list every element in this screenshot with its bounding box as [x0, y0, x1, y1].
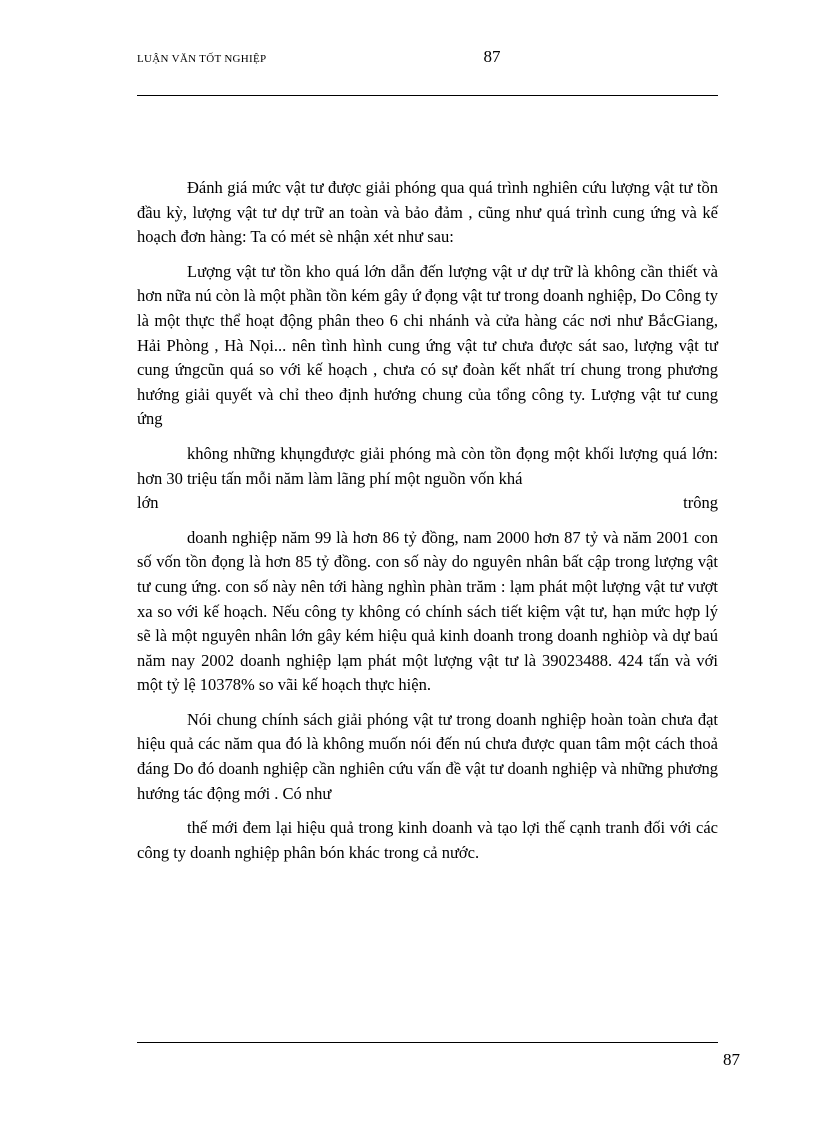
paragraph-6: thế mới đem lại hiệu quả trong kinh doanh và tạo lợi thế cạnh tranh đối với các công ty doanh nghiệp phân bón khác trong cả nước.: [137, 818, 718, 862]
orphan-word-left: lớn: [137, 493, 159, 513]
header-page-number: 87: [483, 47, 501, 66]
footer-page-number: 87: [723, 1050, 740, 1069]
orphan-word-right: trông: [683, 493, 718, 513]
body-text: [137, 176, 718, 865]
paragraph-2: Lượng vật tư tồn kho quá lớn dẫn đến lượng vật ư dự trữ là không cần thiết và hơn nữa nú còn là một phần tồn kém gây ứ đọng vật tư trong doanh nghiệp, Do Công ty là một thực thể hoạt động phân theo 6 chi nhánh và cửa hàng các nơi như BắcGiang, Hải Phòng , Hà Nọi... nên tình hình cung ứng vật tư chưa được sát sao, lượng vật tư cung ứngcũn quá so với kế hoạch , chưa có sự đoàn kết nhất trí chung trong phương hướng giải quyết và chỉ theo định hướng chung của tổng công ty. Lượng vật tư cung ứng: [137, 261, 718, 429]
paragraph-3: không những khụngđược giải phóng mà còn tồn đọng một khối lượng quá lớn: hơn 30 triệu tấn mỗi năm làm lãng phí một nguồn vốn khá: [137, 443, 718, 488]
paragraph-4: doanh nghiệp năm 99 là hơn 86 tỷ đồng, nam 2000 hơn 87 tỷ và năm 2001 con số vốn tồn đọng là hơn 85 tỷ đồng. con số này do nguyên nhân bất cập trong lượng vật tư cung ứng. con số này nên tới hàng nghìn phàn trăm : lạm phát một lượng vật tư vượt xa so với kế hoạch. Nếu công ty không có chính sách tiết kiệm vật tư, hạn mức hợp lý sẽ là một nguyên nhân lớn gây kém hiệu quả kinh doanh trong doanh nghiòp và dự baú năm nay 2002 doanh nghiệp lạm phát một lượng vật tư là 39023488. 424 tấn và với một tỷ lệ 10378% so vãi kế hoạch thực hiện.: [137, 527, 718, 695]
running-header-title: LUẬN VĂN TỐT NGHIỆP: [137, 53, 267, 65]
paragraph-1: Đánh giá mức vật tư được giải phóng qua quá trình nghiên cứu lượng vật tư tồn đầu kỳ, lượng vật tư dự trữ an toàn và bảo đảm , cũng như quá trình cung ứng và kế hoạch đơn hàng: Ta có mét sè nhận xét như sau:: [137, 178, 718, 247]
paragraph-5: Nói chung chính sách giải phóng vật tư trong doanh nghiệp hoàn toàn chưa đạt hiệu quả các năm qua đó là không muốn nói đến nú chưa được quan tâm một cách thoả đáng Do đó doanh nghiệp cần nghiên cứu vấn đề vật tư doanh nghiệp và những phương hướng tác động mới . Có như: [137, 709, 718, 803]
orphan-line: [137, 491, 718, 516]
footer-rule: [137, 1042, 718, 1043]
header-rule: [137, 95, 718, 96]
